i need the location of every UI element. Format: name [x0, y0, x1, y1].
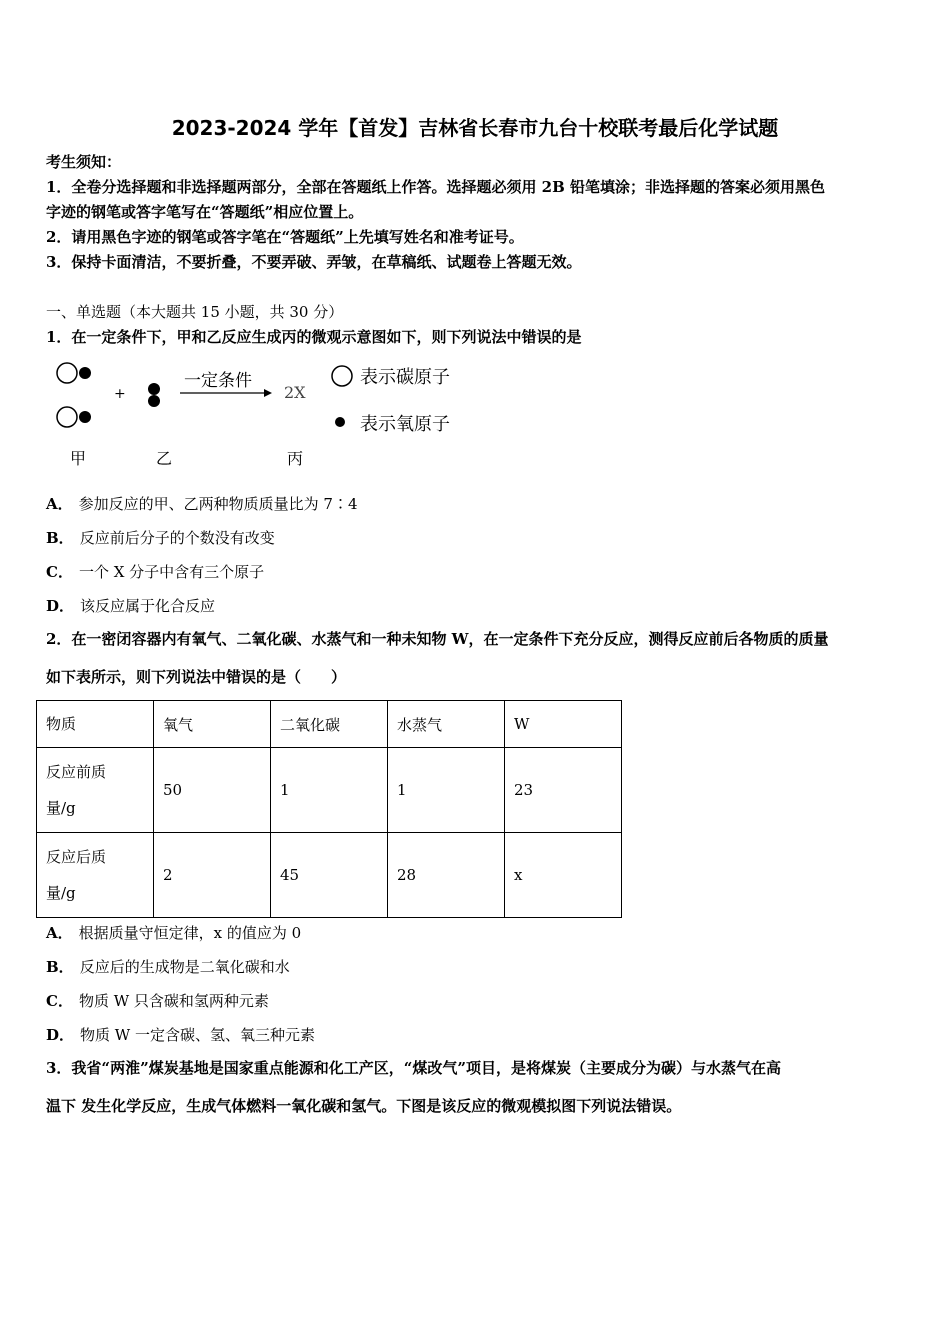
- question-1-stem: 1．在一定条件下，甲和乙反应生成丙的微观示意图如下，则下列说法中错误的是: [46, 328, 582, 346]
- reaction-condition: 一定条件: [184, 371, 252, 391]
- table-row: [37, 833, 622, 918]
- oxygen-atom-icon: [79, 367, 91, 379]
- q1-option-d[interactable]: [46, 595, 215, 616]
- question-3-stem: 3．我省“两淮”煤炭基地是国家重点能源和化工产区，“煤改气”项目，是将煤炭（主要成分为碳）与水蒸气在高: [46, 1059, 781, 1077]
- table-cell: x: [505, 833, 622, 918]
- table-header-cell: 物质: [37, 701, 154, 748]
- notice-heading: 考生须知：: [46, 153, 122, 171]
- table-cell: 1: [271, 748, 388, 833]
- oxygen-atom-icon: [79, 411, 91, 423]
- carbon-atom-icon: [57, 363, 77, 383]
- option-letter: C．: [46, 563, 73, 581]
- reaction-diagram: [50, 355, 490, 475]
- row-label-line: 量/g: [46, 884, 76, 902]
- q2-option-d[interactable]: [46, 1024, 315, 1045]
- option-text: 一个 X 分子中含有三个原子: [78, 563, 265, 581]
- oxygen-atom-icon: [148, 395, 160, 407]
- question-2-stem: 2．在一密闭容器内有氧气、二氧化碳、水蒸气和一种未知物 W，在一定条件下充分反应，测得反应前后各物质的质量: [46, 630, 829, 648]
- row-label-line: 量/g: [46, 799, 76, 817]
- table-header-row: [37, 701, 622, 748]
- option-letter: B．: [46, 958, 74, 976]
- oxygen-atom-icon: [148, 383, 160, 395]
- label-jia: 甲: [70, 449, 87, 468]
- table-cell: 23: [505, 748, 622, 833]
- question-2-stem-cont: 如下表所示，则下列说法中错误的是（ ）: [46, 668, 347, 686]
- notice-item: 2．请用黑色字迹的钢笔或答字笔在“答题纸”上先填写姓名和准考证号。: [46, 228, 524, 246]
- option-letter: C．: [46, 992, 73, 1010]
- label-bing: 丙: [287, 449, 304, 468]
- table-cell: 28: [388, 833, 505, 918]
- notice-item: 1．全卷分选择题和非选择题两部分，全部在答题纸上作答。选择题必须用 2B 铅笔填涂；非选择题的答案必须用黑色: [46, 178, 826, 196]
- option-letter: D．: [46, 597, 75, 615]
- table-header-cell: 二氧化碳: [271, 701, 388, 748]
- option-letter: B．: [46, 529, 74, 547]
- label-yi: 乙: [156, 449, 173, 468]
- oxygen-legend-icon: [335, 417, 345, 427]
- table-header-cell: W: [505, 701, 622, 748]
- table-row: [37, 748, 622, 833]
- table-cell: 1: [388, 748, 505, 833]
- section-heading: 一、单选题（本大题共 15 小题，共 30 分）: [46, 303, 344, 321]
- option-text: 反应后的生成物是二氧化碳和水: [79, 958, 290, 976]
- q1-option-c[interactable]: [46, 561, 264, 582]
- table-cell: 50: [154, 748, 271, 833]
- mass-table: [36, 700, 622, 918]
- question-3-stem-cont: 温下 发生化学反应，生成气体燃料一氧化碳和氢气。下图是该反应的微观模拟图下列说法错误。: [46, 1097, 682, 1115]
- arrow-head-icon: [264, 389, 272, 397]
- row-label-line: 反应后质: [46, 848, 107, 866]
- q1-option-a[interactable]: [46, 493, 358, 514]
- q2-option-c[interactable]: [46, 990, 269, 1011]
- option-letter: A．: [46, 924, 73, 942]
- plus-sign: +: [114, 386, 126, 402]
- option-letter: A．: [46, 495, 73, 513]
- option-text: 物质 W 一定含碳、氢、氧三种元素: [80, 1026, 315, 1044]
- table-row-label: [37, 748, 154, 833]
- table-header-cell: 水蒸气: [388, 701, 505, 748]
- table-cell: 2: [154, 833, 271, 918]
- oxygen-legend-label: 表示氧原子: [360, 414, 450, 435]
- option-text: 反应前后分子的个数没有改变: [79, 529, 275, 547]
- table-cell: 45: [271, 833, 388, 918]
- table-row-label: [37, 833, 154, 918]
- q2-option-a[interactable]: [46, 922, 301, 943]
- option-text: 物质 W 只含碳和氢两种元素: [78, 992, 269, 1010]
- q2-option-b[interactable]: [46, 956, 290, 977]
- q1-option-b[interactable]: [46, 527, 275, 548]
- option-text: 参加反应的甲、乙两种物质质量比为 7∶4: [78, 495, 358, 513]
- product-label: 2X: [284, 383, 306, 402]
- notice-item: 字迹的钢笔或答字笔写在“答题纸”相应位置上。: [46, 203, 364, 221]
- carbon-legend-icon: [332, 366, 352, 386]
- row-label-line: 反应前质: [46, 763, 107, 781]
- option-text: 根据质量守恒定律，x 的值应为 0: [78, 924, 302, 942]
- page-title: 2023-2024 学年【首发】吉林省长春市九台十校联考最后化学试题: [171, 116, 779, 140]
- table-header-cell: 氧气: [154, 701, 271, 748]
- notice-item: 3．保持卡面清洁，不要折叠，不要弄破、弄皱，在草稿纸、试题卷上答题无效。: [46, 253, 582, 271]
- carbon-atom-icon: [57, 407, 77, 427]
- option-letter: D．: [46, 1026, 75, 1044]
- carbon-legend-label: 表示碳原子: [360, 367, 450, 388]
- option-text: 该反应属于化合反应: [80, 597, 216, 615]
